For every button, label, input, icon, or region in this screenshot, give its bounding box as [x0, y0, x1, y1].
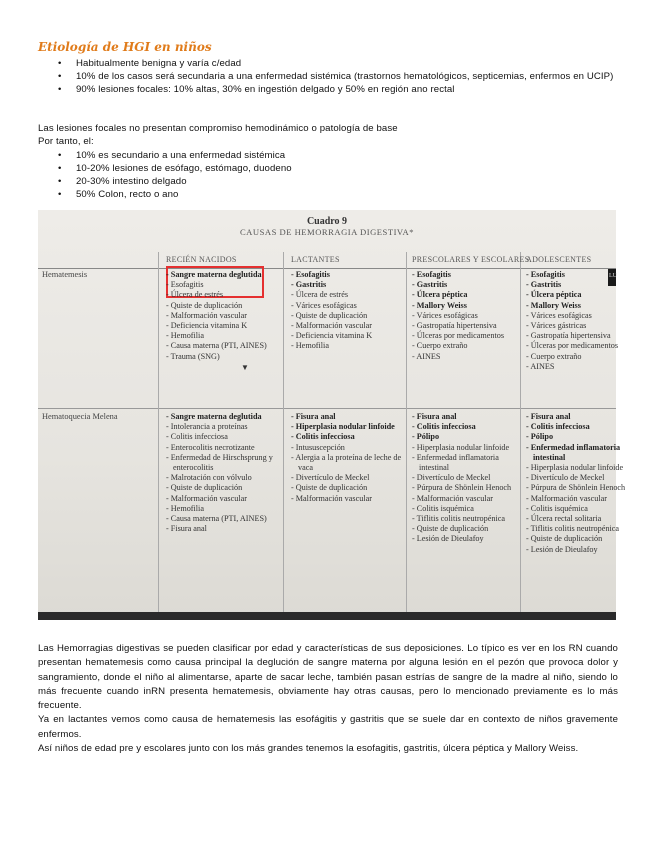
table-cell: [526, 412, 638, 555]
cause-item: - Cuerpo extraño: [412, 341, 468, 351]
cause-item: - Pólipo: [526, 432, 554, 442]
cause-item: - Lesión de Dieulafoy: [412, 534, 484, 544]
table-row-rule: [38, 408, 616, 409]
cause-item: - Malformación vascular: [526, 493, 607, 503]
cause-item: - Úlcera péptica: [526, 290, 582, 300]
therefore-label: Por tanto, el:: [38, 136, 94, 147]
table-cell: [166, 270, 278, 362]
cause-item: - Colitis infecciosa: [291, 432, 355, 442]
cause-item: - Causa materna (PTI, AINES): [166, 514, 267, 524]
cause-item: - Púrpura de Shönlein Henoch: [526, 483, 626, 493]
table-cell: [291, 412, 403, 504]
cause-item: - Colitis isquémica: [412, 503, 474, 513]
section-heading: Etiología de HGI en niños: [38, 40, 212, 54]
column-header: LACTANTES: [291, 255, 340, 264]
bullet-dot: •: [58, 58, 62, 69]
cause-item: - Gastritis: [526, 280, 562, 290]
bullet-dot: •: [58, 189, 62, 200]
cause-item: - Hiperplasia nodular linfoide: [526, 463, 624, 473]
cause-item: - Lesión de Dieulafoy: [526, 544, 598, 554]
cause-item: - Várices esofágicas: [412, 310, 478, 320]
cause-item: - Fisura anal: [412, 412, 457, 421]
paragraph: Así niños de edad pre y escolares junto con los más grandes tenemos la esofagitis, gastritis, úlcera péptica y Mallory Weiss.: [38, 743, 579, 755]
cause-item: - Malformación vascular: [291, 321, 372, 331]
cause-item: - Causa materna (PTI, AINES): [166, 341, 267, 351]
cause-item: - Malrotación con vólvulo: [166, 473, 252, 483]
cause-item: - AINES: [412, 351, 441, 361]
cause-item: - Deficiencia vitamina K: [291, 331, 373, 341]
table-cell: [412, 412, 524, 545]
cause-item: - Cuerpo extraño: [526, 351, 582, 361]
cause-item: - Púrpura de Shönlein Henoch: [412, 483, 512, 493]
cause-item: - Fisura anal: [291, 412, 336, 421]
bullet-text: 10-20% lesiones de esófago, estómago, duodeno: [76, 163, 292, 174]
cause-item: - Úlcera péptica: [412, 290, 468, 300]
bullet-dot: •: [58, 84, 62, 95]
bullet-item: [58, 70, 618, 83]
bullet-dot: •: [58, 150, 62, 161]
cause-item: - Gastritis: [291, 280, 327, 290]
cause-item: - Malformación vascular: [412, 493, 493, 503]
cause-item: - Colitis isquémica: [526, 503, 588, 513]
cause-item: - Hiperplasia nodular linfoide: [412, 442, 510, 452]
cause-item: - Úlceras por medicamentos: [526, 341, 619, 351]
bullet-dot: •: [58, 176, 62, 187]
cause-item: - Mallory Weiss: [526, 300, 581, 310]
table-cell: [412, 270, 524, 362]
cause-item: - Hemofilia: [166, 331, 204, 341]
bullet-item: [58, 175, 618, 188]
cause-item: - Gastritis: [412, 280, 448, 290]
row-label: Hematoquecia Melena: [42, 412, 118, 421]
paragraph: Las Hemorragias digestivas se pueden clasificar por edad y características de sus deposiciones. Lo típico es ver en los RN cuando presentan hematemesis como causa principal la deglución de sangre materna por alguna lesión en el pezón que provoca dolor y sangramiento, donde el niño al alimentarse, aparte de sacar leche, también pasan estrías de sangre de la madre al niño, siendo lo más frecuente cuando inRN presenta hematemesis, obviamente hay otras causas, pero lo mencionado previamente es lo más frecuente.: [38, 643, 618, 712]
cause-item: - Alergia a la proteína de leche de vaca: [291, 452, 402, 473]
cause-item: - Quiste de duplicación: [166, 300, 243, 310]
cause-item: - Intususcepción: [291, 442, 345, 452]
paragraph: Ya en lactantes vemos como causa de hematemesis las esofágitis y gastritis que se suele dar en contexto de niños gravemente enfermos.: [38, 714, 618, 740]
cause-item: - Úlcera de estrés: [166, 290, 224, 300]
cause-item: - Esofagitis: [412, 270, 451, 279]
column-header: PRESCOLARES Y ESCOLARES: [412, 255, 530, 264]
cause-item: - Várices esofágicas: [291, 300, 357, 310]
cause-item: - Enfermedad de Hirschsprung y enterocolitis: [166, 452, 273, 473]
cause-item: - Colitis infecciosa: [166, 432, 228, 442]
cause-item: - Quiste de duplicación: [291, 310, 368, 320]
focal-lesions-note: Las lesiones focales no presentan compromiso hemodinámico o patología de base: [38, 123, 398, 134]
cause-item: - Gastropatía hipertensiva: [412, 321, 497, 331]
cause-item: - Intolerancia a proteínas: [166, 422, 248, 432]
cause-item: - Enfermedad inflamatoria intestinal: [412, 452, 499, 473]
column-divider: [158, 252, 159, 612]
cause-item: - AINES: [526, 361, 555, 371]
cause-item: - Fisura anal: [166, 524, 207, 534]
cause-item: - Tiflitis colitis neutropénica: [412, 514, 506, 524]
bullet-text: Habitualmente benigna y varía c/edad: [76, 58, 242, 69]
cause-item: - Colitis infecciosa: [526, 422, 590, 432]
cause-item: - Gastropatía hipertensiva: [526, 331, 611, 341]
cause-item: - Esofagitis: [291, 270, 330, 279]
table-cell: [291, 270, 403, 352]
cause-item: - Hemofilia: [166, 503, 204, 513]
bullet-item: [58, 149, 618, 162]
cause-item: - Malformación vascular: [166, 493, 247, 503]
explanation-paragraphs: [38, 642, 618, 756]
bullet-text: 20-30% intestino delgado: [76, 176, 187, 187]
cause-item: - Esofagitis: [526, 270, 565, 279]
cause-item: - Divertículo de Meckel: [291, 473, 370, 483]
column-header: ADOLESCENTES: [526, 255, 592, 264]
bullet-item: [58, 57, 618, 70]
cause-item: - Enterocolitis necrotizante: [166, 442, 255, 452]
cause-item: - Sangre materna deglutida: [166, 270, 262, 279]
column-divider: [283, 252, 284, 612]
cause-item: - Hiperplasia nodular linfoide: [291, 422, 395, 432]
cause-item: - Colitis infecciosa: [412, 422, 476, 432]
bullet-item: [58, 83, 618, 96]
cause-item: - Divertículo de Meckel: [526, 473, 605, 483]
cause-item: - Tiflitis colitis neutropénica: [526, 524, 620, 534]
cause-item: - Deficiencia vitamina K: [166, 321, 248, 331]
bullet-dot: •: [58, 163, 62, 174]
row-label: Hematemesis: [42, 270, 88, 279]
cause-item: - Divertículo de Meckel: [412, 473, 491, 483]
cause-item: - Mallory Weiss: [412, 300, 467, 310]
cause-item: - Pólipo: [412, 432, 440, 442]
cause-item: - Fisura anal: [526, 412, 571, 421]
cause-item: - Úlcera de estrés: [291, 290, 349, 300]
bullet-item: [58, 162, 618, 175]
cause-item: - Várices gástricas: [526, 321, 587, 331]
table-photo: [38, 210, 626, 620]
cause-item: - Enfermedad inflamatoria intestinal: [526, 442, 621, 462]
column-header: RECIÉN NACIDOS: [166, 255, 237, 264]
cursor-mark: ▼: [241, 363, 249, 372]
photo-bottom-edge: [38, 612, 616, 620]
cause-item: - Quiste de duplicación: [526, 534, 603, 544]
bullet-text: 10% es secundario a una enfermedad sistémica: [76, 150, 286, 161]
table-subtitle: CAUSAS DE HEMORRAGIA DIGESTIVA*: [239, 227, 415, 237]
bullet-item: [58, 188, 618, 201]
table-header-rule: [38, 268, 616, 269]
cause-item: - Hemofilia: [291, 341, 329, 351]
bullet-text: 50% Colon, recto o ano: [76, 189, 179, 200]
column-divider: [406, 252, 407, 612]
cause-item: - Trauma (SNG): [166, 351, 220, 361]
cause-item: - Esofagitis: [166, 280, 204, 290]
bullet-dot: •: [58, 71, 62, 82]
cause-item: - Malformación vascular: [166, 310, 247, 320]
cause-item: - Úlceras por medicamentos: [412, 331, 505, 341]
cause-item: - Quiste de duplicación: [166, 483, 243, 493]
bullet-text: 90% lesiones focales: 10% altas, 30% en ingestión delgado y 50% en región ano rectal: [76, 84, 455, 95]
table-cell: [526, 270, 638, 372]
table-title: Cuadro 9: [306, 216, 348, 227]
cause-item: - Quiste de duplicación: [291, 483, 368, 493]
cause-item: - Quiste de duplicación: [412, 524, 489, 534]
table-cell: [166, 412, 278, 534]
bullet-text: 10% de los casos será secundaria a una enfermedad sistémica (trastornos hematológicos, septicemias, enfermos en UCIP): [76, 71, 614, 82]
percentage-bullet-list: [58, 149, 618, 201]
cause-item: - Sangre materna deglutida: [166, 412, 262, 421]
cause-item: - Malformación vascular: [291, 493, 372, 503]
edge-mark: LU: [609, 273, 617, 279]
cause-item: - Úlcera rectal solitaria: [526, 514, 602, 524]
cause-item: - Várices esofágicas: [526, 310, 592, 320]
etiology-bullet-list: [58, 57, 618, 96]
